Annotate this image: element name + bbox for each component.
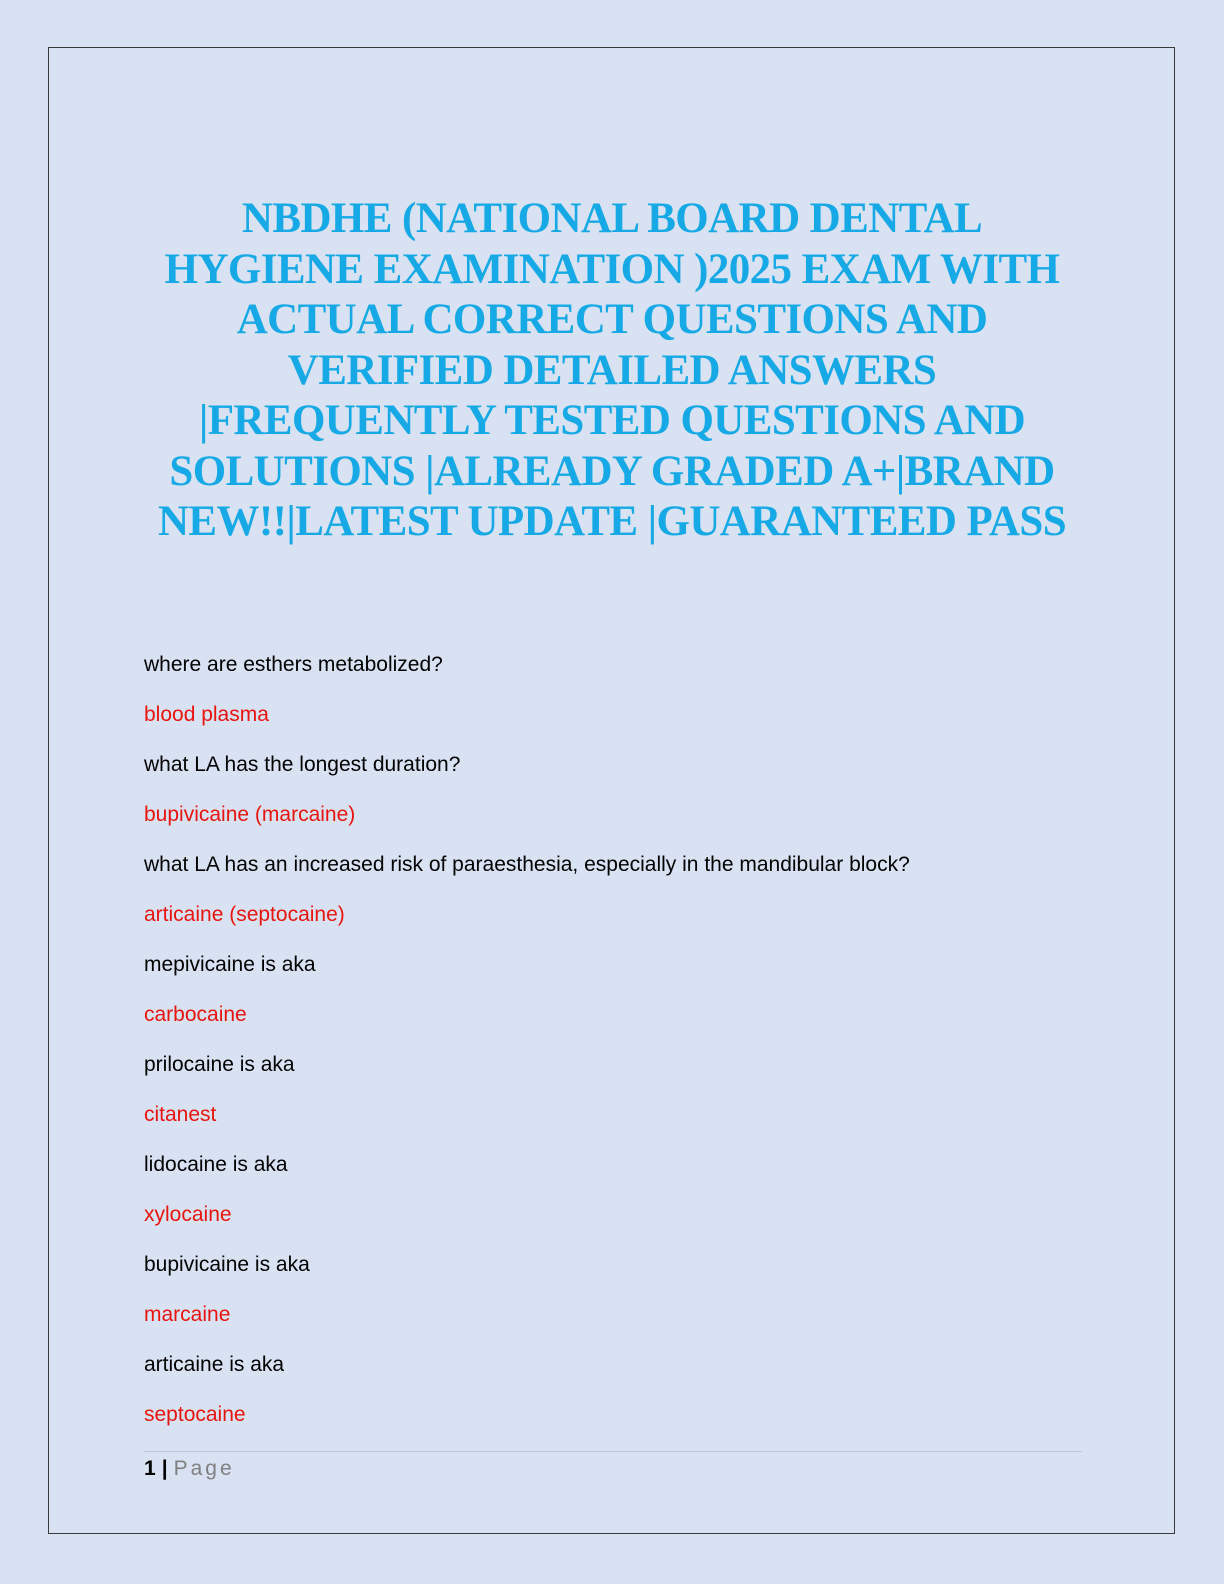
qa-list [144,652,1084,1452]
answer-text: citanest [144,1103,217,1126]
question-text: prilocaine is aka [144,1053,295,1076]
question-text: what LA has an increased risk of paraesthesia, especially in the mandibular block? [144,853,910,876]
answer-text: blood plasma [144,703,269,726]
page-number: 1 [144,1457,156,1480]
answer-text: septocaine [144,1403,246,1426]
title-line: ACTUAL CORRECT QUESTIONS AND [236,296,988,343]
answer-text: bupivicaine (marcaine) [144,803,356,826]
footer-divider [144,1451,1082,1452]
page-footer [144,1456,235,1482]
page-separator: | [161,1457,168,1480]
answer-text: xylocaine [144,1203,232,1226]
question-text: articaine is aka [144,1353,285,1376]
question-text: lidocaine is aka [144,1153,288,1176]
question-text: where are esthers metabolized? [144,653,443,676]
page-label: Page [173,1457,235,1480]
title-line: SOLUTIONS |ALREADY GRADED A+|BRAND [169,447,1055,495]
question-text: mepivicaine is aka [144,953,316,976]
title-line: HYGIENE EXAMINATION )2025 EXAM WITH [164,245,1060,293]
question-text: what LA has the longest duration? [144,753,461,776]
title-line: VERIFIED DETAILED ANSWERS [287,346,937,394]
title-line: |FREQUENTLY TESTED QUESTIONS AND [198,397,1026,444]
title-line: NBDHE (NATIONAL BOARD DENTAL [241,195,983,242]
title-line: NEW!!|LATEST UPDATE |GUARANTEED PASS [157,498,1067,545]
answer-text: articaine (septocaine) [144,903,345,926]
answer-text: carbocaine [144,1003,247,1026]
answer-text: marcaine [144,1303,231,1326]
question-text: bupivicaine is aka [144,1253,310,1276]
document-title [120,194,1104,548]
